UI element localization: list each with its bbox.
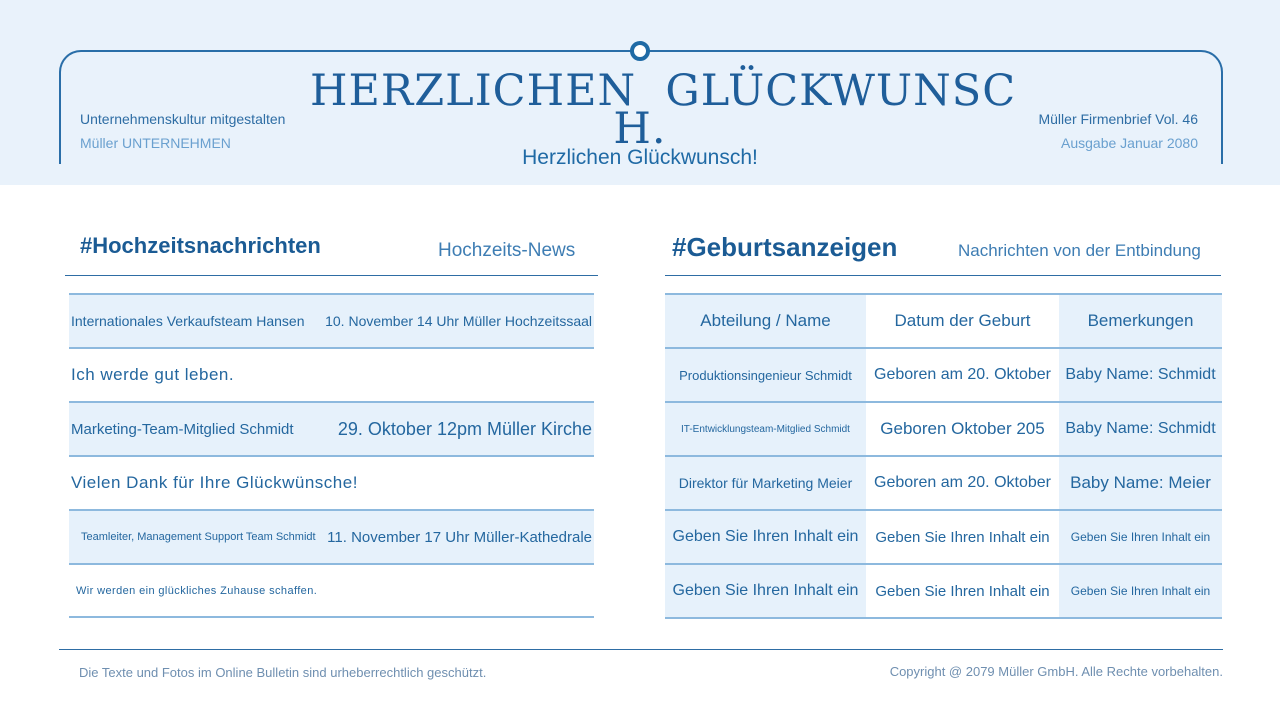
wedding-message-row: [69, 455, 594, 509]
wedding-section-divider: [65, 275, 598, 276]
header-edition: Ausgabe Januar 2080: [1061, 135, 1198, 151]
table-row: [665, 456, 1222, 510]
wedding-row-name: Teamleiter, Management Support Team Schmidt: [81, 531, 316, 543]
header-issue: Müller Firmenbrief Vol. 46: [1038, 111, 1198, 127]
birth-section-divider: [665, 275, 1221, 276]
wedding-row-detail: 11. November 17 Uhr Müller-Kathedrale: [327, 528, 592, 546]
wedding-row-detail: 10. November 14 Uhr Müller Hochzeitssaal: [325, 313, 592, 329]
table-cell: Geben Sie Ihren Inhalt ein: [665, 510, 866, 564]
page-title-line1: HERZLICHEN GLÜCKWUNSC: [310, 66, 1017, 116]
table-row: [665, 348, 1222, 402]
table-cell: Baby Name: Schmidt: [1059, 348, 1222, 402]
birth-section-subtitle: Nachrichten von der Entbindung: [958, 241, 1201, 260]
wedding-message-row: [69, 563, 594, 618]
table-cell: Geben Sie Ihren Inhalt ein: [866, 510, 1059, 564]
page-title: [310, 66, 1017, 154]
wedding-row-detail: 29. Oktober 12pm Müller Kirche: [337, 418, 592, 439]
table-cell: Geboren am 20. Oktober: [866, 348, 1059, 402]
column-header-birth-date: Datum der Geburt: [866, 294, 1059, 348]
wedding-row-name: Internationales Verkaufsteam Hansen: [71, 313, 305, 329]
wedding-row: [69, 509, 594, 563]
page-title-line2: H.: [613, 104, 667, 154]
wedding-section-subtitle: Hochzeits-News: [438, 240, 576, 261]
header-company: Müller UNTERNEHMEN: [80, 135, 231, 151]
birth-table: [665, 293, 1222, 619]
table-row: [665, 402, 1222, 456]
column-header-department: Abteilung / Name: [665, 294, 866, 348]
table-cell: Geboren Oktober 205: [866, 402, 1059, 456]
table-cell: Geboren am 20. Oktober: [866, 456, 1059, 510]
wedding-row-message: Wir werden ein glückliches Zuhause schaffen.: [76, 584, 318, 597]
table-cell: Direktor für Marketing Meier: [665, 456, 866, 510]
wedding-row-message: Ich werde gut leben.: [71, 365, 235, 384]
wedding-message-row: [69, 347, 594, 401]
table-cell: Geben Sie Ihren Inhalt ein: [866, 564, 1059, 618]
table-cell: Baby Name: Schmidt: [1059, 402, 1222, 456]
footer-divider: [59, 649, 1223, 650]
table-row: [665, 510, 1222, 564]
table-cell: Geben Sie Ihren Inhalt ein: [1059, 510, 1222, 564]
wedding-row: [69, 293, 594, 347]
table-cell: IT-Entwicklungsteam-Mitglied Schmidt: [665, 402, 866, 456]
table-cell: Geben Sie Ihren Inhalt ein: [1059, 564, 1222, 618]
frame-ornament-icon: [630, 41, 650, 61]
table-cell: Baby Name: Meier: [1059, 456, 1222, 510]
wedding-row-name: Marketing-Team-Mitglied Schmidt: [71, 420, 294, 438]
table-row: [665, 564, 1222, 618]
column-header-remarks: Bemerkungen: [1059, 294, 1222, 348]
header-tagline: Unternehmenskultur mitgestalten: [80, 111, 286, 127]
birth-section-title: #Geburtsanzeigen: [672, 232, 898, 262]
table-cell: Produktionsingenieur Schmidt: [665, 348, 866, 402]
table-cell: Geben Sie Ihren Inhalt ein: [665, 564, 866, 618]
wedding-row: [69, 401, 594, 455]
wedding-section-title: #Hochzeitsnachrichten: [80, 233, 321, 258]
page-subtitle: Herzlichen Glückwunsch!: [522, 146, 758, 169]
footer-copyright: Copyright @ 2079 Müller GmbH. Alle Rechte vorbehalten.: [889, 664, 1223, 679]
table-header-row: [665, 294, 1222, 348]
footer-notice: Die Texte und Fotos im Online Bulletin sind urheberrechtlich geschützt.: [79, 665, 487, 680]
wedding-row-message: Vielen Dank für Ihre Glückwünsche!: [71, 473, 358, 492]
